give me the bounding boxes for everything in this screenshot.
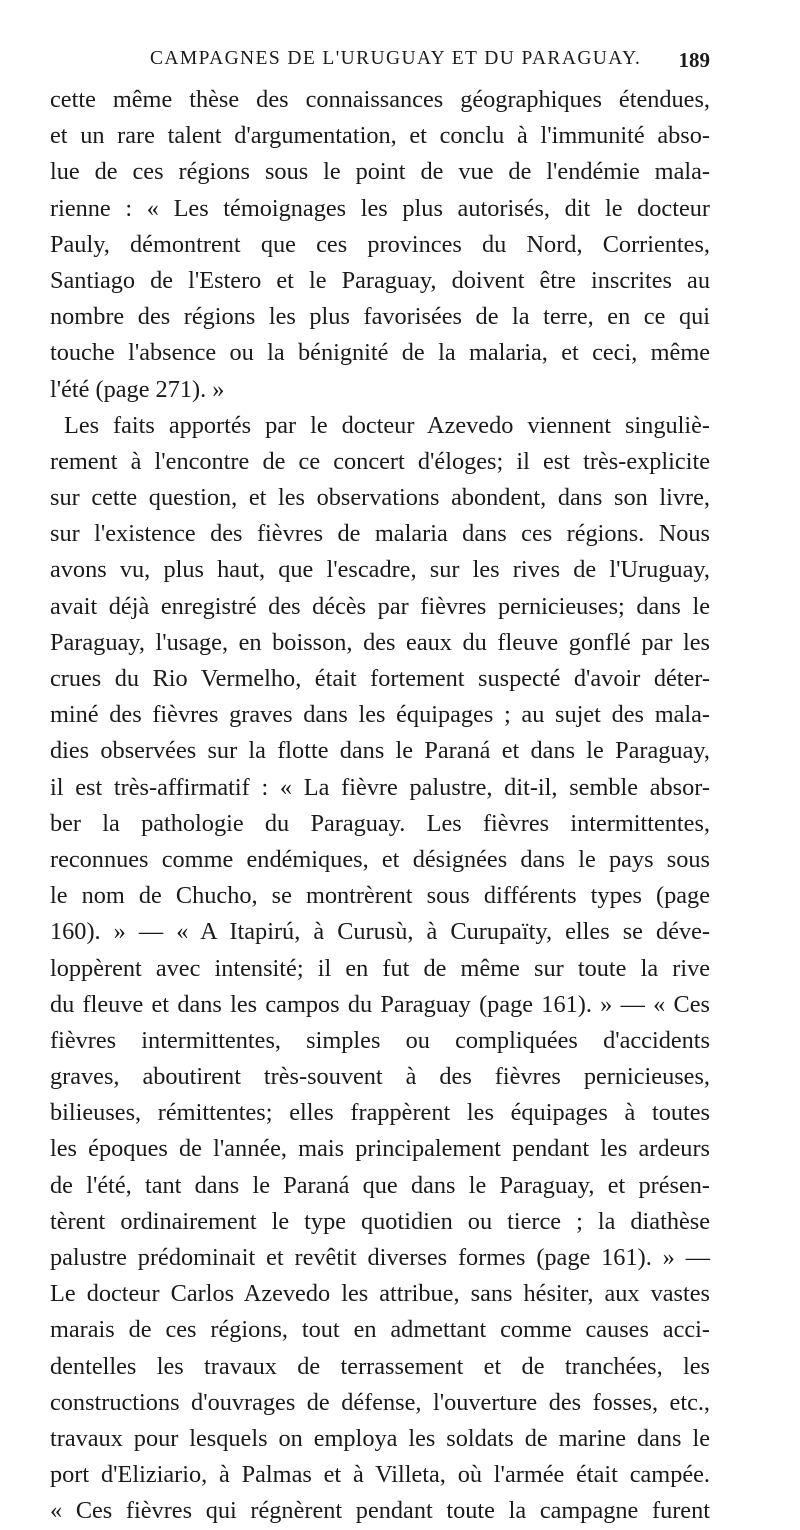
text-line: 160). » — « A Itapirú, à Curusù, à Curupaïty, elles se déve- — [50, 918, 710, 946]
text-line: « Ces fièvres qui régnèrent pendant toute la campagne furent — [50, 1497, 710, 1525]
text-line: loppèrent avec intensité; il en fut de même sur toute la rive — [50, 954, 710, 982]
text-line: avait déjà enregistré des décès par fièvres pernicieuses; dans le — [50, 592, 710, 620]
text-line: graves, aboutirent très-souvent à des fièvres pernicieuses, — [50, 1063, 710, 1091]
text-line: fièvres intermittentes, simples ou compliquées d'accidents — [50, 1026, 710, 1054]
text-line: sur cette question, et les observations abondent, dans son livre, — [50, 484, 710, 512]
text-line: Les faits apportés par le docteur Azevedo viennent singuliè- — [64, 411, 710, 439]
text-line: rienne : « Les témoignages les plus autorisés, dit le docteur — [50, 194, 710, 222]
text-line: dentelles les travaux de terrassement et de tranchées, les — [50, 1352, 710, 1380]
running-title: CAMPAGNES DE L'URUGUAY ET DU PARAGUAY. — [150, 48, 642, 69]
text-line: le nom de Chucho, se montrèrent sous différents types (page — [50, 882, 710, 910]
text-line: port d'Eliziario, à Palmas et à Villeta, où l'armée était campée. — [50, 1461, 710, 1489]
text-line: nombre des régions les plus favorisées de la terre, en ce qui — [50, 303, 710, 331]
text-line: rement à l'encontre de ce concert d'éloges; il est très-explicite — [50, 447, 710, 475]
text-line: il est très-affirmatif : « La fièvre palustre, dit-il, semble absor- — [50, 773, 710, 801]
text-line: lue de ces régions sous le point de vue de l'endémie mala- — [50, 158, 710, 186]
text-line: palustre prédominait et revêtit diverses formes (page 161). » — — [50, 1244, 710, 1271]
text-line: tèrent ordinairement le type quotidien ou tierce ; la diathèse — [50, 1207, 710, 1235]
text-line: avons vu, plus haut, que l'escadre, sur les rives de l'Uruguay, — [50, 556, 710, 584]
text-line: dies observées sur la flotte dans le Paraná et dans le Paraguay, — [50, 737, 710, 765]
text-line: marais de ces régions, tout en admettant comme causes acci- — [50, 1316, 710, 1344]
text-line: Santiago de l'Estero et le Paraguay, doivent être inscrites au — [50, 266, 710, 294]
text-line: les époques de l'année, mais principalement pendant les ardeurs — [50, 1135, 710, 1163]
text-line: Paraguay, l'usage, en boisson, des eaux du fleuve gonflé par les — [50, 628, 710, 656]
text-line: reconnues comme endémiques, et désignées dans le pays sous — [50, 845, 710, 873]
text-line: sur l'existence des fièvres de malaria dans ces régions. Nous — [50, 520, 710, 548]
text-line: Pauly, démontrent que ces provinces du Nord, Corrientes, — [50, 230, 710, 258]
text-line: de l'été, tant dans le Paraná que dans le Paraguay, et présen- — [50, 1171, 710, 1199]
text-line: crues du Rio Vermelho, était fortement suspecté d'avoir déter- — [50, 665, 710, 692]
text-line: ber la pathologie du Paraguay. Les fièvres intermittentes, — [50, 809, 710, 837]
text-line: miné des fièvres graves dans les équipages ; au sujet des mala- — [50, 701, 710, 729]
body-text — [50, 82, 710, 1530]
text-line: bilieuses, rémittentes; elles frappèrent les équipages à toutes — [50, 1099, 710, 1127]
text-line: touche l'absence ou la bénignité de la malaria, et ceci, même — [50, 339, 710, 367]
text-line: et un rare talent d'argumentation, et conclu à l'immunité abso- — [50, 122, 710, 150]
text-line: cette même thèse des connaissances géographiques étendues, — [50, 86, 710, 113]
text-line: travaux pour lesquels on employa les soldats de marine dans le — [50, 1424, 710, 1452]
page-number: 189 — [678, 48, 710, 72]
text-line: Le docteur Carlos Azevedo les attribue, sans hésiter, aux vastes — [50, 1280, 710, 1308]
page-header — [0, 38, 800, 78]
text-line: l'été (page 271). » — [50, 375, 225, 403]
text-line: du fleuve et dans les campos du Paraguay (page 161). » — « Ces — [50, 990, 710, 1018]
text-line: constructions d'ouvrages de défense, l'ouverture des fosses, etc., — [50, 1388, 710, 1416]
